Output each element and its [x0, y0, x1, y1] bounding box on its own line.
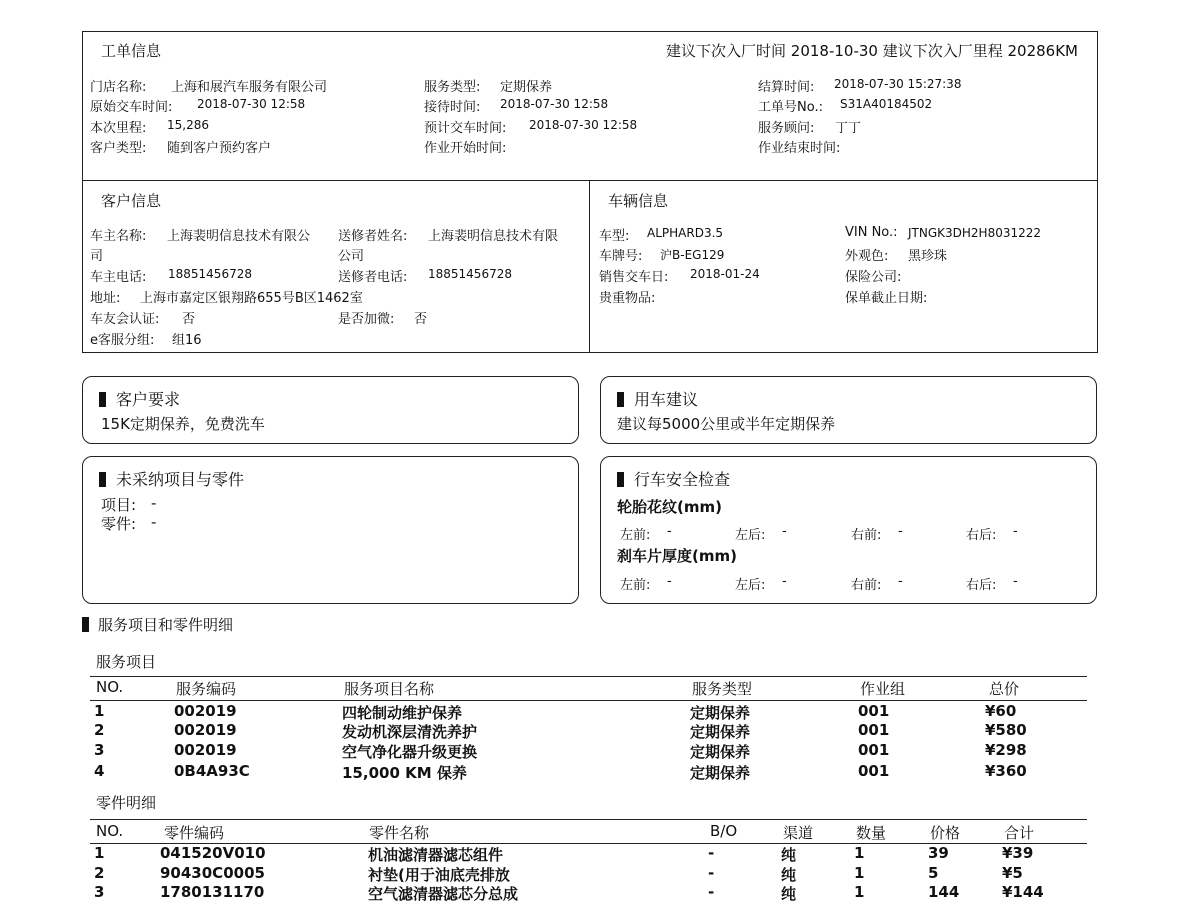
cell-group: 001	[858, 741, 890, 759]
model-value: ALPHARD3.5	[647, 226, 724, 240]
brake-rl-value: -	[782, 574, 787, 589]
work-start-label: 作业开始时间:	[424, 141, 507, 156]
usage-advice-text: 建议每5000公里或半年定期保养	[617, 415, 836, 433]
cell-qty: 1	[854, 864, 865, 882]
valuables-label: 贵重物品:	[599, 291, 656, 306]
store-value: 上海和展汽车服务有限公司	[171, 80, 328, 95]
customer-type-label: 客户类型:	[90, 141, 147, 156]
tire-rr-label: 右后:	[966, 528, 997, 543]
services-header-group: 作业组	[860, 680, 906, 698]
cell-name: 空气滤清器滤芯分总成	[368, 885, 519, 903]
insurance-end-label: 保单截止日期:	[845, 291, 928, 306]
safety-check-title-text: 行车安全检查	[634, 470, 731, 489]
mileage-label: 本次里程:	[90, 121, 147, 136]
brake-rl-label: 左后:	[735, 578, 766, 593]
cell-name: 15,000 KM 保养	[342, 764, 467, 782]
section-marker-icon	[99, 392, 106, 407]
unadopted-parts-value: -	[151, 513, 157, 531]
unadopted-title	[99, 467, 244, 490]
sender-value-wrap: 公司	[338, 249, 365, 264]
cell-bo: -	[708, 883, 715, 901]
service-type-value: 定期保养	[500, 80, 553, 95]
work-order-title: 工单信息	[101, 42, 162, 60]
cell-code: 041520V010	[160, 844, 266, 862]
model-label: 车型:	[599, 229, 630, 244]
tire-fr-value: -	[898, 524, 903, 539]
cell-no: 3	[94, 883, 105, 901]
address-label: 地址:	[90, 291, 121, 306]
customer-requirement-title	[99, 387, 180, 410]
vin-label: VIN No.:	[845, 225, 898, 240]
cell-no: 1	[94, 702, 105, 720]
section-marker-icon	[617, 392, 624, 407]
cell-no: 4	[94, 762, 105, 780]
panel-divider	[589, 180, 590, 353]
services-header-no: NO.	[96, 678, 124, 696]
parts-header-qty: 数量	[856, 824, 887, 842]
brake-rr-value: -	[1013, 574, 1018, 589]
services-header-name: 服务项目名称	[344, 680, 435, 698]
cell-no: 2	[94, 721, 105, 739]
services-header-rule	[90, 700, 1087, 701]
group-label: e客服分组:	[90, 333, 155, 348]
cell-type: 定期保养	[690, 704, 751, 722]
cell-name: 空气净化器升级更换	[342, 743, 478, 761]
cell-bo: -	[708, 844, 715, 862]
orig-delivery-value: 2018-07-30 12:58	[197, 97, 306, 111]
expected-delivery-label: 预计交车时间:	[424, 121, 507, 136]
cell-name: 衬垫(用于油底壳排放	[368, 866, 510, 884]
parts-header-row	[0, 822, 1200, 842]
reception-value: 2018-07-30 12:58	[500, 97, 609, 111]
tire-fl-value: -	[667, 524, 672, 539]
cell-name: 发动机深层清洗养护	[342, 723, 478, 741]
vin-value: JTNGK3DH2H8031222	[908, 226, 1042, 240]
unadopted-items-label: 项目:	[101, 496, 137, 514]
sender-phone-label: 送修者电话:	[338, 270, 408, 285]
cell-price: 144	[928, 883, 960, 901]
brake-pad-title: 刹车片厚度(mm)	[617, 547, 737, 565]
brake-rr-label: 右后:	[966, 578, 997, 593]
color-label: 外观色:	[845, 249, 889, 264]
table-row	[0, 883, 1200, 903]
cell-price: ¥580	[985, 721, 1027, 739]
table-row	[0, 702, 1200, 722]
unadopted-parts-label: 零件:	[101, 515, 137, 533]
cell-type: 定期保养	[690, 764, 751, 782]
cell-total: ¥144	[1002, 883, 1044, 901]
parts-header-channel: 渠道	[783, 824, 814, 842]
reception-label: 接待时间:	[424, 100, 481, 115]
group-value: 组16	[172, 333, 202, 348]
unadopted-items-value: -	[151, 494, 157, 512]
order-no-label: 工单号No.:	[758, 100, 823, 115]
insurer-label: 保险公司:	[845, 270, 902, 285]
work-end-label: 作业结束时间:	[758, 141, 841, 156]
customer-requirement-title-text: 客户要求	[116, 390, 181, 409]
sender-value: 上海裴明信息技术有限	[428, 229, 559, 244]
parts-header-no: NO.	[96, 822, 124, 840]
usage-advice-title-text: 用车建议	[634, 390, 699, 409]
next-visit-suggestion: 建议下次入厂时间 2018-10-30 建议下次入厂里程 20286KM	[666, 42, 1078, 60]
cell-channel: 纯	[781, 866, 797, 884]
table-row	[0, 741, 1200, 761]
services-header-type: 服务类型	[692, 680, 753, 698]
owner-value-wrap: 司	[90, 249, 104, 264]
cell-qty: 1	[854, 883, 865, 901]
color-value: 黑珍珠	[908, 249, 948, 264]
orig-delivery-label: 原始交车时间:	[90, 100, 173, 115]
cell-no: 2	[94, 864, 105, 882]
sale-date-value: 2018-01-24	[690, 267, 760, 281]
settle-time-label: 结算时间:	[758, 80, 815, 95]
parts-header-total: 合计	[1004, 824, 1035, 842]
cell-no: 3	[94, 741, 105, 759]
cell-no: 1	[94, 844, 105, 862]
cell-price: 5	[928, 864, 939, 882]
section-marker-icon	[99, 472, 106, 487]
mileage-value: 15,286	[167, 118, 209, 132]
tire-tread-title: 轮胎花纹(mm)	[617, 498, 722, 516]
cell-price: ¥360	[985, 762, 1027, 780]
refuel-label: 是否加微:	[338, 312, 395, 327]
plate-value: 沪B-EG129	[660, 248, 725, 262]
cell-name: 四轮制动维护保养	[342, 704, 463, 722]
cell-code: 002019	[174, 721, 237, 739]
brake-fl-value: -	[667, 574, 672, 589]
club-label: 车友会认证:	[90, 312, 160, 327]
detail-section-title-text: 服务项目和零件明细	[98, 616, 234, 634]
cell-code: 002019	[174, 741, 237, 759]
cell-group: 001	[858, 721, 890, 739]
parts-top-rule	[90, 819, 1087, 820]
cell-qty: 1	[854, 844, 865, 862]
owner-phone-value: 18851456728	[168, 267, 252, 281]
owner-phone-label: 车主电话:	[90, 270, 147, 285]
advisor-value: 丁丁	[835, 121, 862, 136]
parts-title: 零件明细	[96, 794, 157, 812]
cell-code: 90430C0005	[160, 864, 265, 882]
expected-delivery-value: 2018-07-30 12:58	[529, 118, 638, 132]
cell-code: 002019	[174, 702, 237, 720]
cell-name: 机油滤清器滤芯组件	[368, 846, 504, 864]
sale-date-label: 销售交车日:	[599, 270, 669, 285]
brake-fr-label: 右前:	[851, 578, 882, 593]
cell-group: 001	[858, 702, 890, 720]
cell-type: 定期保养	[690, 743, 751, 761]
table-row	[0, 864, 1200, 884]
tire-fl-label: 左前:	[620, 528, 651, 543]
cell-type: 定期保养	[690, 723, 751, 741]
address-value: 上海市嘉定区银翔路655号B区1462室	[140, 291, 363, 306]
cell-total: ¥39	[1002, 844, 1034, 862]
cell-code: 1780131170	[160, 883, 265, 901]
settle-time-value: 2018-07-30 15:27:38	[834, 77, 962, 91]
table-row	[0, 721, 1200, 741]
services-title: 服务项目	[96, 653, 157, 671]
table-row	[0, 844, 1200, 864]
tire-rr-value: -	[1013, 524, 1018, 539]
cell-total: ¥5	[1002, 864, 1023, 882]
vehicle-title: 车辆信息	[608, 192, 669, 210]
brake-fl-label: 左前:	[620, 578, 651, 593]
owner-label: 车主名称:	[90, 229, 147, 244]
table-row	[0, 762, 1200, 782]
parts-header-code: 零件编码	[164, 824, 225, 842]
parts-header-name: 零件名称	[369, 824, 430, 842]
tire-fr-label: 右前:	[851, 528, 882, 543]
store-label: 门店名称:	[90, 80, 147, 95]
unadopted-title-text: 未采纳项目与零件	[116, 470, 245, 489]
services-top-rule	[90, 676, 1087, 677]
parts-header-bo: B/O	[710, 822, 738, 840]
services-header-price: 总价	[989, 680, 1020, 698]
cell-bo: -	[708, 864, 715, 882]
cell-price: ¥60	[985, 702, 1017, 720]
cell-channel: 纯	[781, 885, 797, 903]
sender-label: 送修者姓名:	[338, 229, 408, 244]
usage-advice-title	[617, 387, 698, 410]
cell-price: ¥298	[985, 741, 1027, 759]
advisor-label: 服务顾问:	[758, 121, 815, 136]
safety-check-title	[617, 467, 730, 490]
plate-label: 车牌号:	[599, 249, 643, 264]
parts-header-price: 价格	[930, 824, 961, 842]
cell-channel: 纯	[781, 846, 797, 864]
club-value: 否	[182, 312, 196, 327]
section-marker-icon	[617, 472, 624, 487]
service-type-label: 服务类型:	[424, 80, 481, 95]
cell-code: 0B4A93C	[174, 762, 250, 780]
order-no-value: S31A40184502	[840, 97, 933, 111]
tire-rl-value: -	[782, 524, 787, 539]
customer-requirement-text: 15K定期保养，免费洗车	[101, 415, 265, 433]
tire-rl-label: 左后:	[735, 528, 766, 543]
detail-section-title	[82, 614, 233, 635]
services-header-code: 服务编码	[176, 680, 237, 698]
refuel-value: 否	[414, 312, 428, 327]
cell-group: 001	[858, 762, 890, 780]
brake-fr-value: -	[898, 574, 903, 589]
owner-value: 上海裴明信息技术有限公	[167, 229, 311, 244]
customer-type-value: 随到客户预约客户	[167, 141, 272, 156]
sender-phone-value: 18851456728	[428, 267, 512, 281]
customer-title: 客户信息	[101, 192, 162, 210]
cell-price: 39	[928, 844, 949, 862]
services-header-row	[0, 678, 1200, 698]
section-marker-icon	[82, 617, 89, 632]
